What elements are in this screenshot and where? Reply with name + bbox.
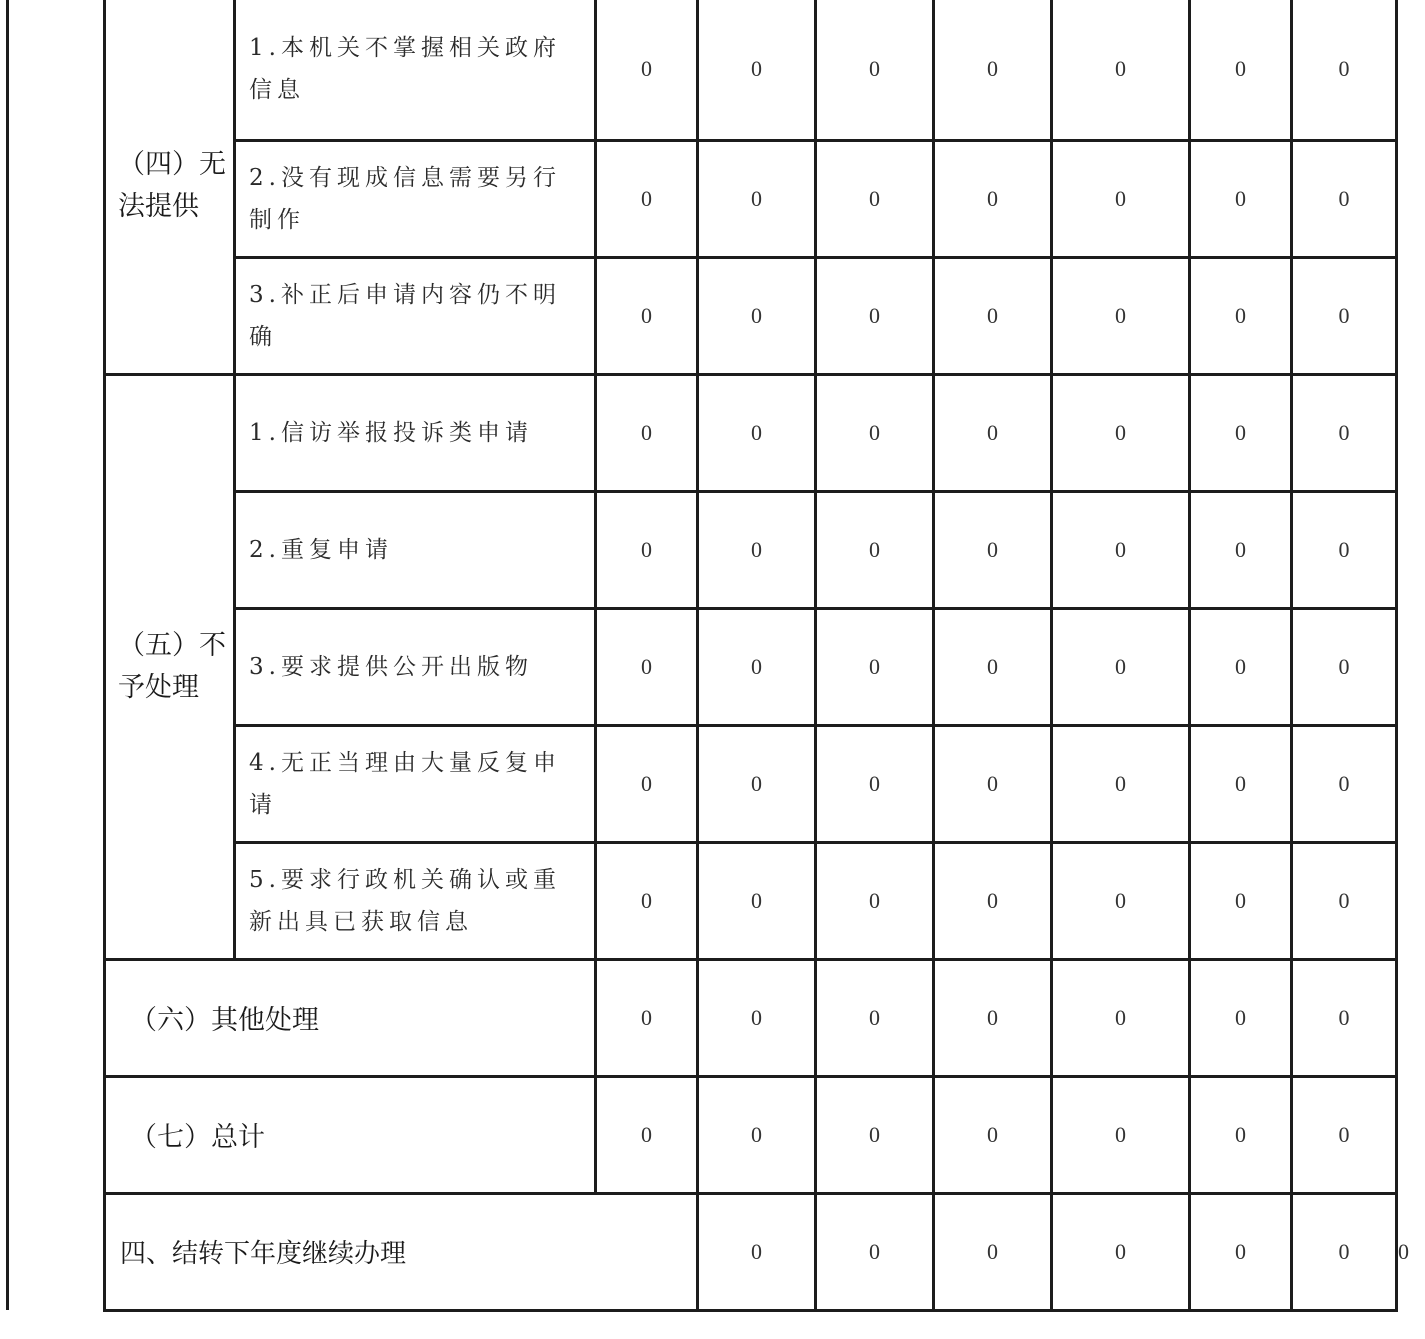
value-cell: 0 bbox=[1292, 608, 1397, 725]
value-cell: 0 bbox=[1190, 140, 1292, 257]
value-cell: 0 bbox=[1052, 257, 1190, 374]
value-cell: 0 bbox=[1292, 842, 1397, 959]
value-cell: 0 bbox=[1190, 374, 1292, 491]
value-cell: 0 bbox=[596, 491, 698, 608]
value-cell: 0 bbox=[1190, 842, 1292, 959]
value-cell: 0 bbox=[1190, 1193, 1292, 1310]
value-cell: 0 bbox=[596, 725, 698, 842]
value-cell: 0 bbox=[1052, 842, 1190, 959]
disclosure-statistics-table bbox=[6, 0, 1409, 1312]
group-label-section-five: （五）不予处理 bbox=[105, 374, 235, 959]
table-row bbox=[8, 0, 1397, 140]
value-cell: 0 bbox=[934, 608, 1052, 725]
value-cell: 0 bbox=[1292, 374, 1397, 491]
value-cell: 0 bbox=[1052, 1076, 1190, 1193]
value-cell: 0 bbox=[816, 959, 934, 1076]
value-cell: 0 bbox=[698, 257, 816, 374]
value-cell: 0 bbox=[934, 725, 1052, 842]
value-cell: 0 bbox=[1052, 0, 1190, 140]
value-cell: 0 bbox=[816, 1193, 934, 1310]
value-cell: 0 bbox=[1190, 257, 1292, 374]
value-cell: 0 bbox=[1292, 257, 1397, 374]
value-cell: 0 bbox=[698, 0, 816, 140]
value-cell: 0 bbox=[934, 374, 1052, 491]
value-cell: 0 bbox=[1190, 608, 1292, 725]
value-cell: 0 bbox=[698, 725, 816, 842]
table-row bbox=[8, 1076, 1397, 1193]
row-label: 1.本机关不掌握相关政府信息 bbox=[235, 0, 596, 140]
value-cell: 0 bbox=[698, 491, 816, 608]
value-cell: 0 bbox=[816, 374, 934, 491]
report-table-container bbox=[6, 0, 1409, 1312]
value-cell: 0 bbox=[1052, 608, 1190, 725]
value-cell: 0 bbox=[934, 140, 1052, 257]
value-cell: 0 bbox=[698, 842, 816, 959]
value-cell: 0 bbox=[1190, 0, 1292, 140]
value-cell: 0 bbox=[1292, 1076, 1397, 1193]
value-cell: 0 bbox=[816, 140, 934, 257]
value-cell: 0 bbox=[1292, 1193, 1397, 1310]
value-cell: 0 bbox=[1292, 959, 1397, 1076]
table-row: 四、结转下年度继续办理 0 0 0 0 0 0 0 bbox=[8, 1193, 1397, 1310]
value-cell: 0 bbox=[698, 1193, 816, 1310]
value-cell: 0 bbox=[596, 959, 698, 1076]
value-cell: 0 bbox=[1052, 374, 1190, 491]
value-cell: 0 bbox=[934, 959, 1052, 1076]
row-label: 1.信访举报投诉类申请 bbox=[235, 374, 596, 491]
value-cell: 0 bbox=[816, 608, 934, 725]
value-cell: 0 bbox=[1292, 140, 1397, 257]
value-cell: 0 bbox=[816, 725, 934, 842]
value-cell: 0 bbox=[596, 842, 698, 959]
value-cell: 0 bbox=[1292, 725, 1397, 842]
outer-category-cell bbox=[8, 0, 105, 1310]
value-cell: 0 bbox=[596, 1076, 698, 1193]
value-cell: 0 bbox=[816, 0, 934, 140]
value-cell: 0 bbox=[698, 374, 816, 491]
value-cell: 0 bbox=[934, 842, 1052, 959]
table-row bbox=[8, 959, 1397, 1076]
value-cell: 0 bbox=[1052, 491, 1190, 608]
value-cell: 0 bbox=[596, 374, 698, 491]
value-cell: 0 bbox=[1190, 1076, 1292, 1193]
value-cell: 0 bbox=[1052, 725, 1190, 842]
value-cell: 0 bbox=[934, 1076, 1052, 1193]
value-cell: 0 bbox=[934, 257, 1052, 374]
value-cell: 0 bbox=[816, 842, 934, 959]
value-cell: 0 bbox=[698, 959, 816, 1076]
value-cell: 0 bbox=[1292, 491, 1397, 608]
value-cell: 0 bbox=[596, 608, 698, 725]
value-cell: 0 bbox=[816, 257, 934, 374]
value-cell: 0 bbox=[698, 140, 816, 257]
row-label: 2.重复申请 bbox=[235, 491, 596, 608]
row-label: 3.补正后申请内容仍不明确 bbox=[235, 257, 596, 374]
value-cell: 0 bbox=[816, 491, 934, 608]
value-cell: 0 bbox=[596, 257, 698, 374]
value-cell: 0 bbox=[596, 0, 698, 140]
row-label-total: （七）总计 bbox=[105, 1076, 596, 1193]
row-label: 3.要求提供公开出版物 bbox=[235, 608, 596, 725]
row-label: 2.没有现成信息需要另行制作 bbox=[235, 140, 596, 257]
row-label: 5.要求行政机关确认或重新出具已获取信息 bbox=[235, 842, 596, 959]
value-cell: 0 bbox=[934, 1193, 1052, 1310]
value-cell: 0 bbox=[698, 608, 816, 725]
group-label-section-four: （四）无法提供 bbox=[105, 0, 235, 374]
value-cell: 0 bbox=[1052, 140, 1190, 257]
value-cell: 0 bbox=[1190, 725, 1292, 842]
value-cell: 0 bbox=[934, 0, 1052, 140]
value-cell: 0 bbox=[816, 1076, 934, 1193]
value-cell: 0 bbox=[1190, 959, 1292, 1076]
value-cell: 0 bbox=[934, 491, 1052, 608]
value-cell: 0 bbox=[1190, 491, 1292, 608]
table-row bbox=[8, 374, 1397, 491]
row-label: 4.无正当理由大量反复申请 bbox=[235, 725, 596, 842]
value-cell: 0 bbox=[1292, 0, 1397, 140]
row-label-other-handling: （六）其他处理 bbox=[105, 959, 596, 1076]
value-cell: 0 bbox=[596, 140, 698, 257]
value-cell: 0 bbox=[698, 1076, 816, 1193]
row-label-carry-over: 四、结转下年度继续办理 bbox=[105, 1193, 698, 1310]
value-cell: 0 bbox=[1052, 1193, 1190, 1310]
value-cell: 0 bbox=[1052, 959, 1190, 1076]
